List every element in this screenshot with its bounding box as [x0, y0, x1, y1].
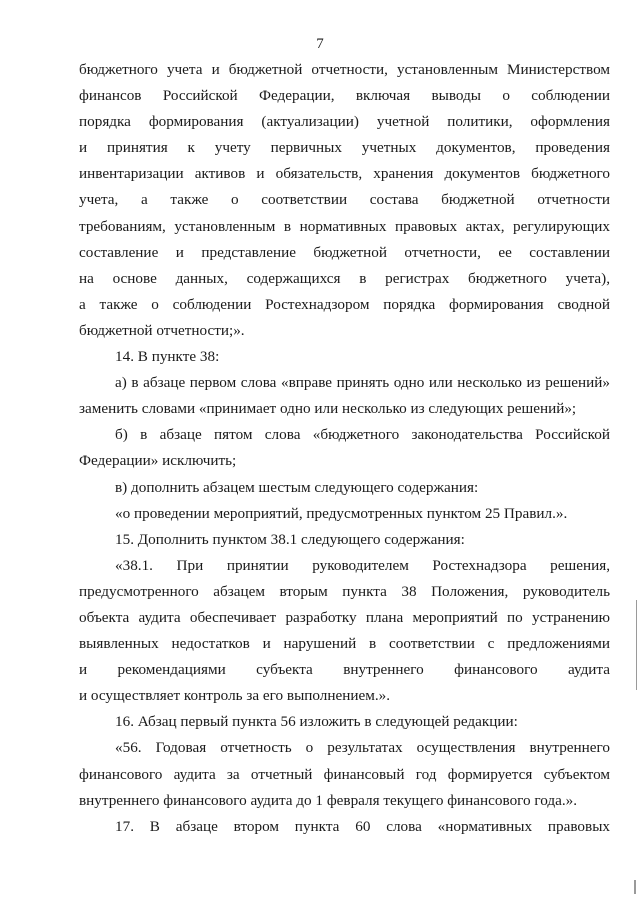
text-line: Федерации» исключить;	[79, 452, 237, 470]
text-line: «56. Годовая отчетность о результатах осуществления внутреннего	[115, 739, 610, 757]
text-line: финансов Российской Федерации, включая выводы о соблюдении	[79, 87, 610, 105]
text-line: 16. Абзац первый пункта 56 изложить в следующей редакции:	[115, 713, 518, 731]
scan-edge-mark	[634, 880, 636, 894]
text-line: учета, а также о соответствии состава бюджетной отчетности	[79, 191, 610, 209]
text-line: внутреннего финансового аудита до 1 февраля текущего финансового года.».	[79, 791, 578, 809]
text-line: б) в абзаце пятом слова «бюджетного законодательства Российской	[115, 426, 610, 444]
text-line: и принятия к учету первичных учетных документов, проведения	[79, 139, 610, 157]
text-line: и осуществляет контроль за его выполнением.».	[79, 687, 391, 705]
text-line: бюджетной отчетности;».	[79, 321, 245, 339]
text-line: бюджетного учета и бюджетной отчетности, установленным Министерством	[79, 61, 610, 78]
page-number: 7	[316, 36, 324, 52]
document-body	[79, 57, 610, 840]
text-line: 15. Дополнить пунктом 38.1 следующего содержания:	[115, 530, 465, 548]
text-line: «о проведении мероприятий, предусмотренных пунктом 25 Правил.».	[115, 504, 568, 522]
text-line: а также о соблюдении Ростехнадзором порядка формирования сводной	[79, 295, 610, 313]
text-line: на основе данных, содержащихся в регистрах бюджетного учета),	[79, 269, 610, 287]
text-line: составление и представление бюджетной отчетности, ее составлении	[79, 243, 610, 261]
text-line: предусмотренного абзацем вторым пункта 38 Положения, руководитель	[79, 582, 610, 600]
text-line: «38.1. При принятии руководителем Ростехнадзора решения,	[115, 556, 610, 574]
text-line: 14. В пункте 38:	[115, 348, 220, 366]
text-line: финансового аудита за отчетный финансовый год формируется субъектом	[79, 765, 610, 783]
scan-edge-mark	[636, 600, 637, 690]
text-line: требованиям, установленным в нормативных правовых актах, регулирующих	[79, 217, 610, 235]
text-line: а) в абзаце первом слова «вправе принять одно или несколько из решений»	[115, 374, 610, 392]
text-line: заменить словами «принимает одно или несколько из следующих решений»;	[79, 400, 577, 418]
text-line: порядка формирования (актуализации) учетной политики, оформления	[79, 113, 610, 131]
text-line: выявленных недостатков и нарушений в соответствии с предложениями	[79, 635, 610, 653]
text-line: 17. В абзаце втором пункта 60 слова «нормативных правовых	[115, 817, 610, 835]
text-line: инвентаризации активов и обязательств, хранения документов бюджетного	[79, 165, 610, 183]
text-line: и рекомендациями субъекта внутреннего финансового аудита	[79, 661, 610, 679]
text-line: объекта аудита обеспечивает разработку плана мероприятий по устранению	[79, 608, 610, 626]
text-line: в) дополнить абзацем шестым следующего содержания:	[115, 478, 479, 496]
